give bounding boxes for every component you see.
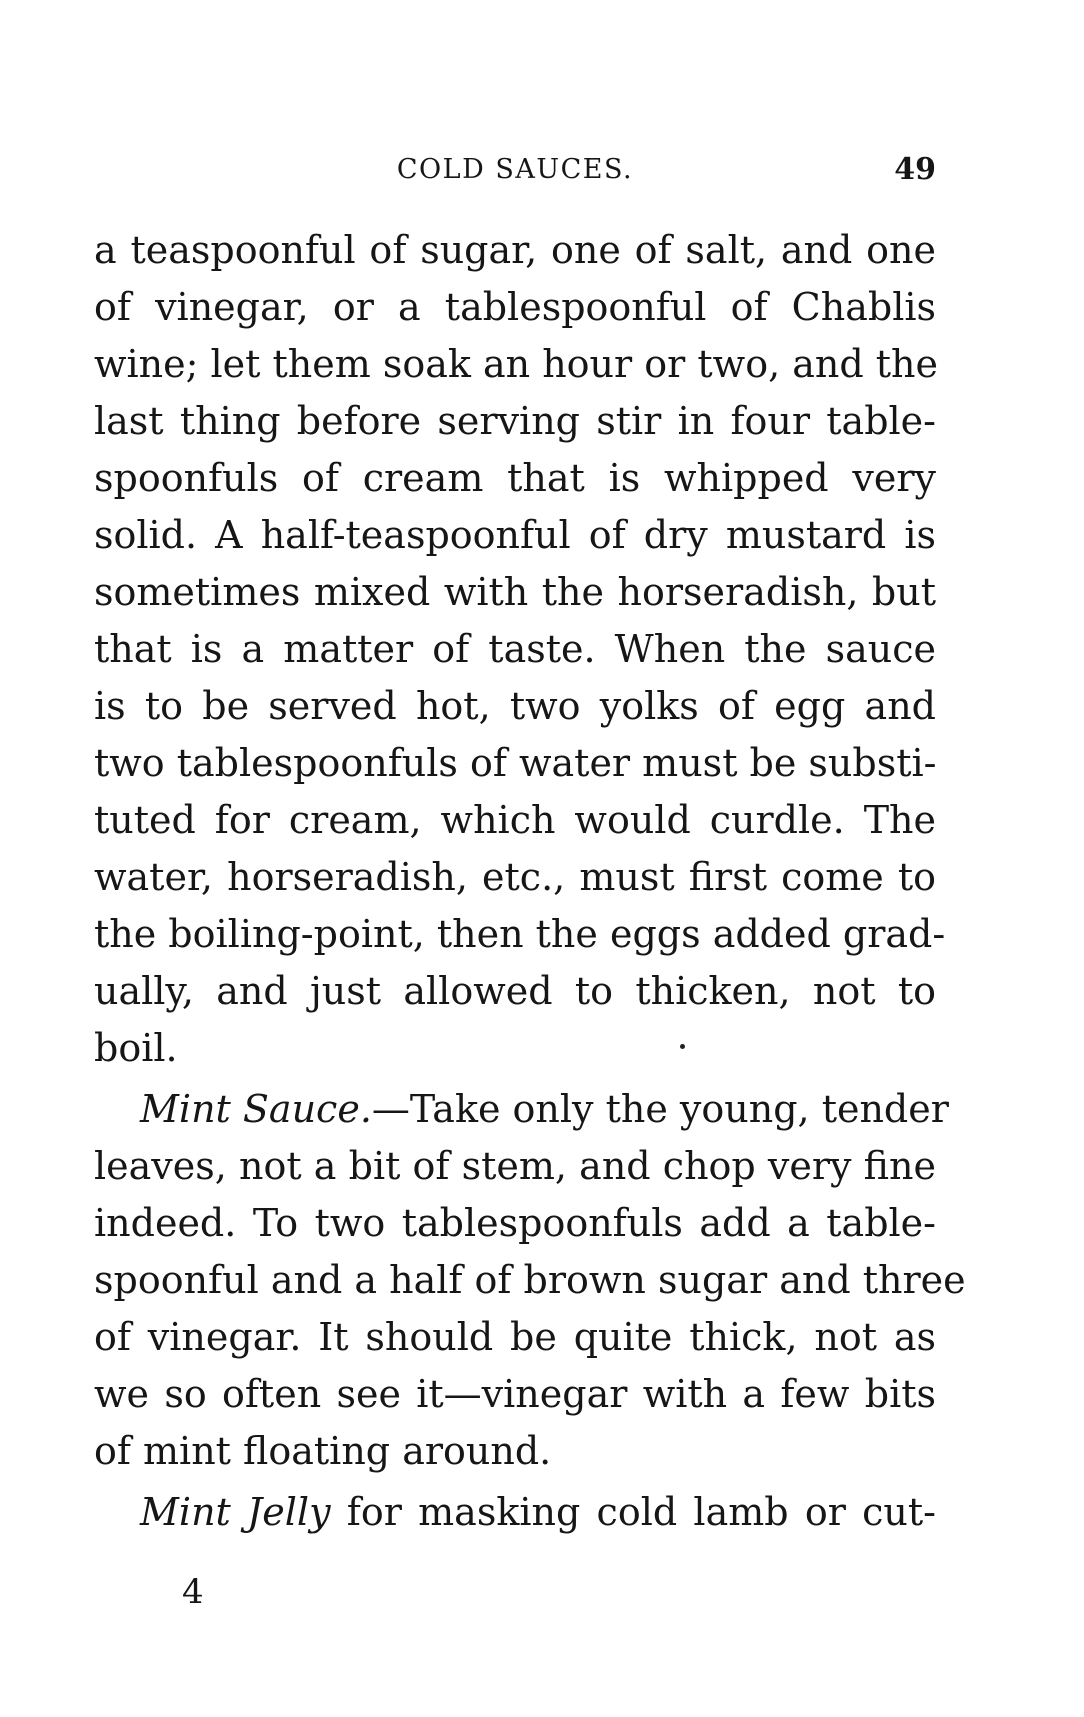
text-line: spoonfuls of cream that is whipped very — [94, 456, 936, 500]
text-fragment: for masking cold lamb or cut- — [330, 1490, 936, 1534]
text-line: is to be served hot, two yolks of egg and — [94, 684, 936, 728]
text-line: that is a matter of taste. When the sauce — [94, 627, 936, 671]
running-head — [94, 150, 936, 190]
running-title: COLD SAUCES. — [396, 154, 634, 185]
text-line: last thing before serving stir in four table- — [94, 399, 936, 443]
print-speck — [680, 1044, 685, 1049]
text-line: water, horseradish, etc., must first come to — [94, 855, 936, 899]
text-line: solid. A half-teaspoonful of dry mustard is — [94, 513, 936, 557]
text-fragment: —Take only the young, tender — [371, 1087, 949, 1131]
text-line: tuted for cream, which would curdle. The — [94, 798, 936, 842]
text-line: two tablespoonfuls of water must be substi- — [94, 741, 937, 785]
text-line: indeed. To two tablespoonfuls add a table- — [94, 1201, 936, 1245]
text-line: we so often see it—vinegar with a few bits — [94, 1372, 936, 1416]
text-line: of vinegar, or a tablespoonful of Chablis — [94, 285, 936, 329]
text-line: a teaspoonful of sugar, one of salt, and one — [94, 228, 936, 272]
text-line: wine; let them soak an hour or two, and the — [94, 342, 938, 386]
mint-sauce-paragraph-start — [94, 1081, 949, 1138]
mint-jelly-paragraph-start — [94, 1484, 936, 1541]
section-heading-mint-jelly: Mint Jelly — [140, 1490, 331, 1534]
text-line: the boiling-point, then the eggs added grad- — [94, 912, 946, 956]
text-line: ually, and just allowed to thicken, not to — [94, 969, 936, 1013]
body-text — [94, 222, 966, 1541]
text-line: boil. — [94, 1026, 178, 1070]
page-number: 49 — [894, 152, 936, 187]
text-line: sometimes mixed with the horseradish, but — [94, 570, 936, 614]
text-line: leaves, not a bit of stem, and chop very fine — [94, 1144, 936, 1188]
text-line: of vinegar. It should be quite thick, not as — [94, 1315, 936, 1359]
text-line: spoonful and a half of brown sugar and three — [94, 1258, 966, 1302]
text-line: of mint floating around. — [94, 1429, 552, 1473]
section-heading-mint-sauce: Mint Sauce. — [140, 1087, 372, 1131]
signature-mark: 4 — [182, 1572, 204, 1612]
